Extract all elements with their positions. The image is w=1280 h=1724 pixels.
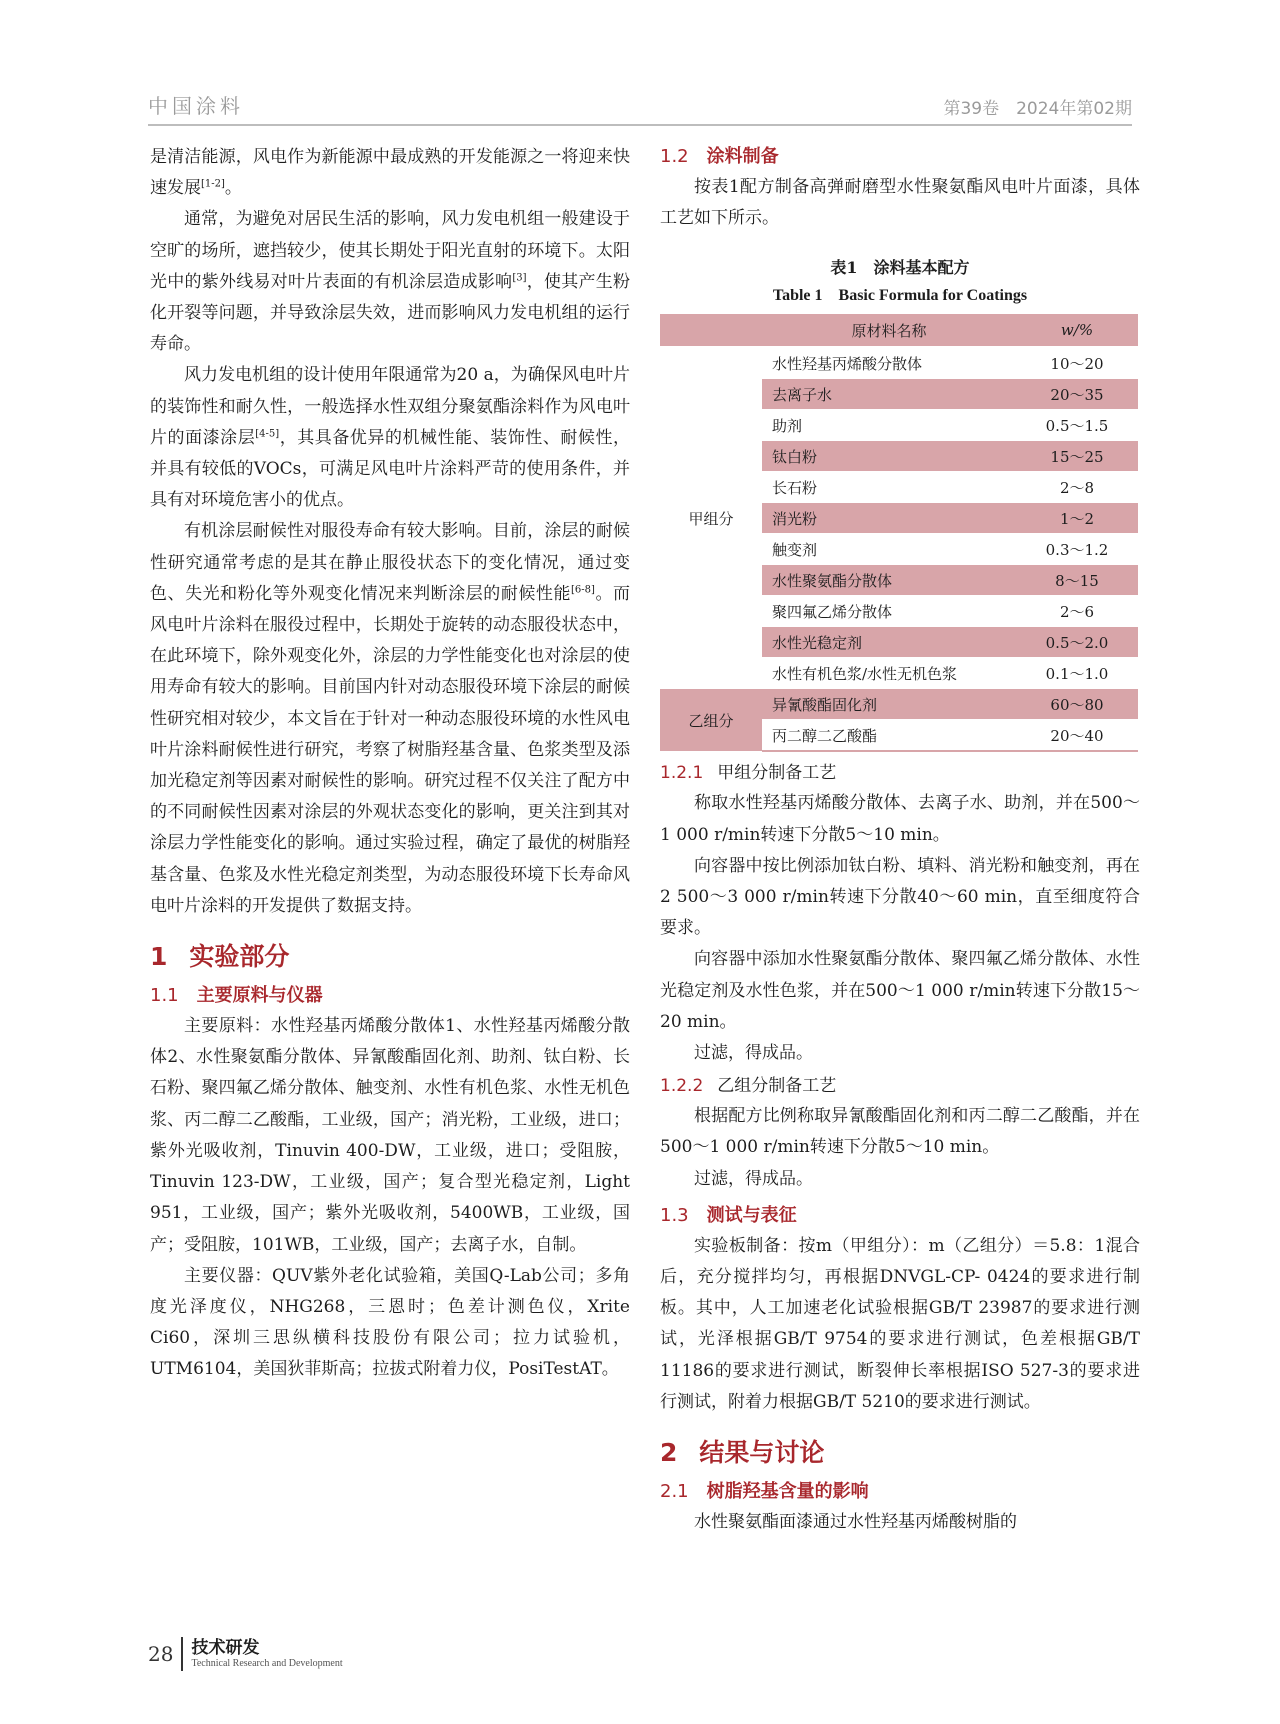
- table-cell-value: 0.1～1.0: [1016, 658, 1138, 689]
- subsection-heading: 1.3 测试与表征: [660, 1204, 797, 1226]
- footer-divider: [181, 1637, 183, 1671]
- subsection-heading: 1.2 涂料制备: [660, 146, 779, 167]
- subsection-heading: 1.1 主要原料与仪器: [150, 985, 323, 1007]
- paragraph: 向容器中按比例添加钛白粉、填料、消光粉和触变剂，再在2 500～3 000 r/min转速下分散40～60 min，直至细度符合要求。: [660, 855, 1140, 939]
- table-cell-name: 水性聚氨酯分散体: [762, 565, 1016, 596]
- table-cell-name: 水性光稳定剂: [762, 627, 1016, 658]
- section-heading: 2 结果与讨论: [660, 1438, 825, 1468]
- paragraph: 有机涂层耐候性对服役寿命有较大影响。目前，涂层的耐候性研究通常考虑的是其在静止服役状态下的变化情况，通过变色、失光和粉化等外观变化情况来判断涂层的耐候性能[6-8]。而风电叶片涂料在服役过程中，长期处于旋转的动态服役状态中，在此环境下，除外观变化外，涂层的力学性能变化也对涂层的使用寿命有较大的影响。目前国内针对动态服役环境下涂层的耐候性研究相对较少，本文旨在于针对一种动态服役环境的水性风电叶片涂料耐候性进行研究，考察了树脂羟基含量、色浆类型及添加光稳定剂等因素对耐候性的影响。研究过程不仅关注了配方中的不同耐候性因素对涂层的外观状态变化的影响，更关注到其对涂层力学性能变化的影响。通过实验过程，确定了最优的树脂羟基含量、色浆及水性光稳定剂类型，为动态服役环境下长寿命风电叶片涂料的开发提供了数据支持。: [150, 521, 631, 916]
- paragraph: 实验板制备：按m（甲组分）：m（乙组分）＝5.8：1混合后，充分搅拌均匀，再根据DNVGL-CP- 0424的要求进行制板。其中，人工加速老化试验根据GB/T 23987的要求进行测试，光泽根据GB/T 9754的要求进行测试，色差根据GB/T 11186的要求进行测试，断裂伸长率根据ISO 527-3的要求进行测试，附着力根据GB/T 5210的要求进行测试。: [660, 1235, 1140, 1412]
- table-cell-value: 0.5～1.5: [1016, 410, 1138, 441]
- footer-subtitle: Technical Research and Development: [191, 1658, 343, 1669]
- footer-section-label: [191, 1638, 342, 1670]
- paragraph: 风力发电机组的设计使用年限通常为20 a，为确保风电叶片的装饰性和耐久性，一般选择水性双组分聚氨酯涂料作为风电叶片的面漆涂层[4-5]，其具备优异的机械性能、装饰性、耐候性，并具有较低的VOCs，可满足风电叶片涂料严苛的使用条件，并具有对环境危害小的优点。: [150, 365, 631, 511]
- subsection-heading: 2.1 树脂羟基含量的影响: [660, 1481, 869, 1503]
- paragraph: 向容器中添加水性聚氨酯分散体、聚四氟乙烯分散体、水性光稳定剂及水性色浆，并在500～1 000 r/min转速下分散15～20 min。: [660, 949, 1140, 1032]
- paragraph: 通常，为避免对居民生活的影响，风力发电机组一般建设于空旷的场所，遮挡较少，使其长期处于阳光直射的环境下。太阳光中的紫外线易对叶片表面的有机涂层造成影响[3]，使其产生粉化开裂等问题，并导致涂层失效，进而影响风力发电机组的运行寿命。: [150, 209, 631, 355]
- paragraph: 过滤，得成品。: [694, 1043, 813, 1064]
- table-cell-name: 异氰酸酯固化剂: [762, 689, 1016, 720]
- paragraph: 是清洁能源，风电作为新能源中最成熟的开发能源之一将迎来快速发展[1-2]。: [150, 147, 630, 199]
- table-cell-value: 15～25: [1016, 441, 1138, 472]
- table-caption-english: Table 1 Basic Formula for Coatings: [772, 287, 1028, 305]
- journal-name: 中国涂料: [148, 94, 244, 118]
- table-cell-value: 10～20: [1016, 347, 1138, 379]
- table-cell-value: 2～8: [1016, 472, 1138, 503]
- left-column: [150, 142, 630, 1386]
- paragraph: 水性聚氨酯面漆通过水性羟基丙烯酸树脂的: [694, 1512, 1017, 1533]
- table-row: [660, 347, 1138, 379]
- table-cell-name: 去离子水: [762, 379, 1016, 410]
- section-heading: 1 实验部分: [150, 942, 290, 972]
- table-cell-name: 丙二醇二乙酸酯: [762, 720, 1016, 752]
- table-cell-value: 2～6: [1016, 596, 1138, 627]
- table-cell-name: 聚四氟乙烯分散体: [762, 596, 1016, 627]
- paragraph: 主要原料：水性羟基丙烯酸分散体1、水性羟基丙烯酸分散体2、水性聚氨酯分散体、异氰酸酯固化剂、助剂、钛白粉、长石粉、聚四氟乙烯分散体、触变剂、水性有机色浆、水性无机色浆、丙二醇二乙酸酯，工业级，国产；消光粉，工业级，进口；紫外光吸收剂，Tinuvin 400-DW，工业级，进口；受阻胺，Tinuvin 123-DW，工业级，国产；复合型光稳定剂，Light 951，工业级，国产；紫外光吸收剂，5400WB，工业级，国产；受阻胺，101WB，工业级，国产；去离子水，自制。: [150, 1016, 630, 1255]
- issue-info: 第39卷 2024年第02期: [943, 99, 1132, 119]
- table-header-value: w/%: [1016, 314, 1138, 347]
- footer-title: 技术研发: [191, 1638, 260, 1658]
- table-group-label: 甲组分: [660, 347, 762, 689]
- table-cell-value: 1～2: [1016, 503, 1138, 534]
- table-cell-name: 长石粉: [762, 472, 1016, 503]
- table-cell-name: 水性羟基丙烯酸分散体: [762, 347, 1016, 379]
- page-footer: [148, 1637, 343, 1671]
- table-cell-value: 8～15: [1016, 565, 1138, 596]
- table-cell-name: 消光粉: [762, 503, 1016, 534]
- paragraph: 根据配方比例称取异氰酸酯固化剂和丙二醇二乙酸酯，并在500～1 000 r/min转速下分散5～10 min。: [660, 1106, 1140, 1158]
- table-caption: 表1 涂料基本配方: [830, 258, 970, 278]
- paragraph: 称取水性羟基丙烯酸分散体、去离子水、助剂，并在500～1 000 r/min转速下分散5～10 min。: [660, 793, 1140, 845]
- subsubsection-heading: 1.2.1 甲组分制备工艺: [660, 763, 837, 784]
- table-cell-name: 触变剂: [762, 534, 1016, 565]
- table-cell-name: 钛白粉: [762, 441, 1016, 472]
- table-header-name: 原材料名称: [762, 314, 1016, 347]
- citation: [6-8]: [571, 584, 595, 596]
- table-cell-value: 20～40: [1016, 720, 1138, 752]
- table-cell-value: 20～35: [1016, 379, 1138, 410]
- subsubsection-heading: 1.2.2 乙组分制备工艺: [660, 1076, 837, 1097]
- header-divider: [148, 124, 1132, 126]
- citation: [3]: [512, 272, 527, 284]
- paragraph: 过滤，得成品。: [694, 1168, 813, 1189]
- page-number: 28: [148, 1642, 174, 1666]
- table-header-group: [660, 314, 762, 347]
- table-row: [660, 689, 1138, 720]
- formula-table: [660, 314, 1138, 752]
- right-column: [660, 142, 1140, 1538]
- paragraph: 按表1配方制备高弹耐磨型水性聚氨酯风电叶片面漆，具体工艺如下所示。: [660, 177, 1140, 229]
- table-cell-value: 0.5～2.0: [1016, 627, 1138, 658]
- table-cell-value: 0.3～1.2: [1016, 534, 1138, 565]
- table-cell-name: 助剂: [762, 410, 1016, 441]
- citation: [1-2]: [201, 178, 225, 190]
- paragraph: 主要仪器：QUV紫外老化试验箱，美国Q-Lab公司；多角度光泽度仪，NHG268，三恩时；色差计测色仪，Xrite Ci60，深圳三思纵横科技股份有限公司；拉力试验机，UTM6104，美国狄菲斯高；拉拔式附着力仪，PosiTestAT。: [150, 1265, 630, 1380]
- table-group-label: 乙组分: [660, 689, 762, 752]
- citation: [4-5]: [255, 428, 280, 440]
- table-cell-value: 60～80: [1016, 689, 1138, 720]
- table-cell-name: 水性有机色浆/水性无机色浆: [762, 658, 1016, 689]
